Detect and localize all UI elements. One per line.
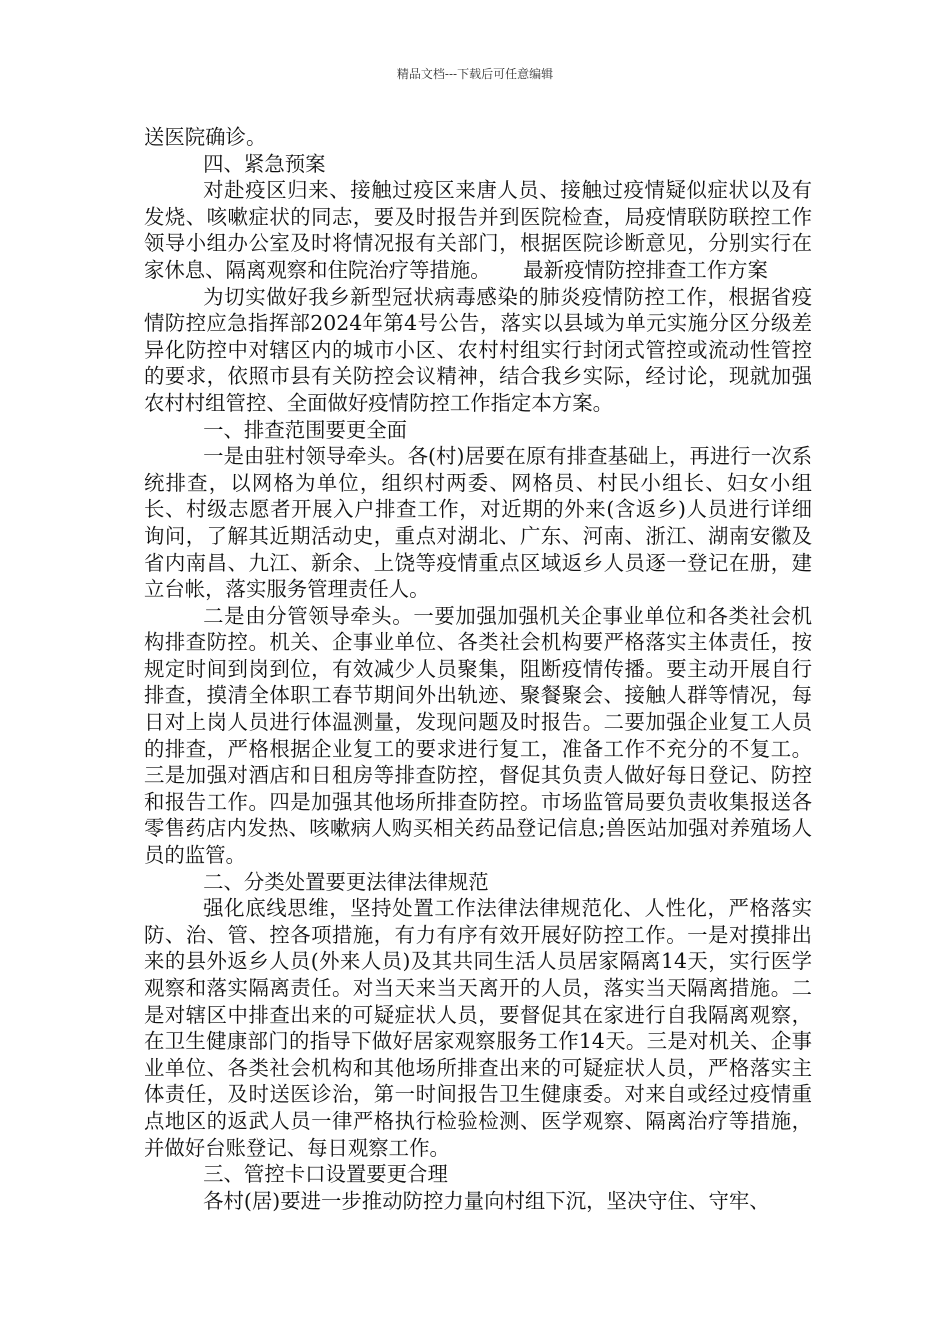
paragraph-1-2: 二是由分管领导牵头。一要加强加强机关企事业单位和各类社会机构排查防控。机关、企事业单位、各类社会机构要严格落实主体责任，按规定时间到岗到位，有效减少人员聚集，阻断疫情传播。要主动开展自行排查，摸清全体职工春节期间外出轨迹、聚餐聚会、接触人群等情况，每日对上岗人员进行体温测量，发现问题及时报告。二要加强企业复工人员的排查，严格根据企业复工的要求进行复工，准备工作不充分的不复工。三是加强对酒店和日租房等排查防控，督促其负责人做好每日登记、防控和报告工作。四是加强其他场所排查防控。市场监管局要负责收集报送各零售药店内发热、咳嗽病人购买相关药品登记信息;兽医站加强对养殖场人员的监管。 (144, 603, 812, 868)
paragraph-intro: 为切实做好我乡新型冠状病毒感染的肺炎疫情防控工作，根据省疫情防控应急指挥部2024年第4号公告，落实以县域为单元实施分区分级差异化防控中对辖区内的城市小区、农村村组实行封闭式管控或流动性管控的要求，依照市县有关防控会议精神，结合我乡实际，经讨论，现就加强农村村组管控、全面做好疫情防控工作指定本方案。 (144, 284, 812, 415)
section-heading-emergency-plan: 四、紧急预案 (203, 151, 326, 176)
section-heading-3: 三、管控卡口设置要更合理 (203, 1162, 448, 1187)
paragraph-emergency-plan (144, 177, 812, 283)
section-heading-2: 二、分类处置要更法律法律规范 (203, 869, 489, 894)
document-body (144, 124, 812, 1214)
paragraph-text: 对赴疫区归来、接触过疫区来唐人员、接触过疫情疑似症状以及有发烧、咳嗽症状的同志，要及时报告并到医院检查，局疫情联防联控工作领导小组办公室及时将情况报有关部门，根据医院诊断意见，分别实行在家休息、隔离观察和住院治疗等措施。 (144, 178, 812, 282)
document-title: 最新疫情防控排查工作方案 (523, 257, 768, 282)
section-heading-1: 一、排查范围要更全面 (203, 417, 408, 442)
page-header: 精品文档---下载后可任意编辑 (396, 67, 554, 81)
paragraph-continuation: 送医院确诊。 (144, 125, 267, 149)
paragraph-3-1: 各村(居)要进一步推动防控力量向村组下沉，坚决守住、守牢、 (203, 1188, 770, 1213)
paragraph-1-1: 一是由驻村领导牵头。各(村)居要在原有排查基础上，再进行一次系统排查，以网格为单位，组织村两委、网格员、村民小组长、妇女小组长、村级志愿者开展入户排查工作，对近期的外来(含返乡)人员进行详细询问，了解其近期活动史，重点对湖北、广东、河南、浙江、湖南安徽及省内南昌、九江、新余、上饶等疫情重点区域返乡人员逐一登记在册，建立台帐，落实服务管理责任人。 (144, 444, 812, 602)
paragraph-2-1: 强化底线思维，坚持处置工作法律法律规范化、人性化，严格落实防、治、管、控各项措施，有力有序有效开展好防控工作。一是对摸排出来的县外返乡人员(外来人员)及其共同生活人员居家隔离14天，实行医学观察和落实隔离责任。对当天来当天离开的人员，落实当天隔离措施。二是对辖区中排查出来的可疑症状人员，要督促其在家进行自我隔离观察，在卫生健康部门的指导下做好居家观察服务工作14天。三是对机关、企事业单位、各类社会机构和其他场所排查出来的可疑症状人员，严格落实主体责任，及时送医诊治，第一时间报告卫生健康委。对来自或经过疫情重点地区的返武人员一律严格执行检验检测、医学观察、隔离治疗等措施，并做好台账登记、每日观察工作。 (144, 896, 812, 1160)
